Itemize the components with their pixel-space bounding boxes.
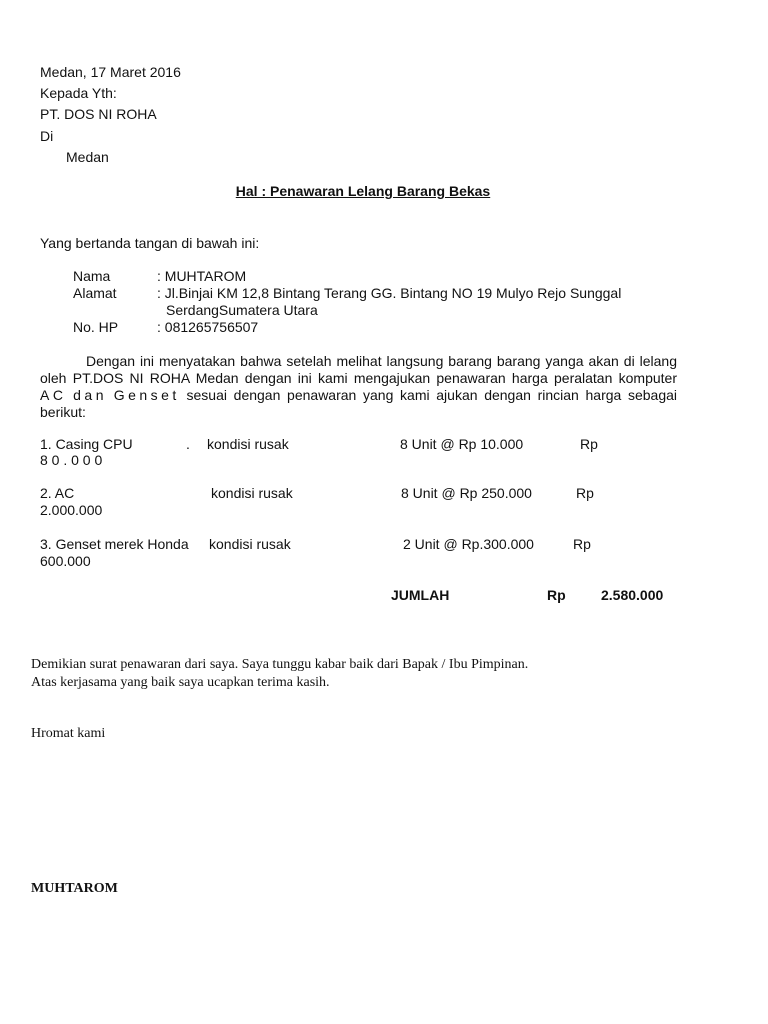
identity-value-phone: : 081265756507 xyxy=(157,319,259,335)
closing-line-2: Atas kerjasama yang baik saya ucapkan terima kasih. xyxy=(31,675,330,690)
item-name: 1. Casing CPU xyxy=(40,436,133,452)
item-total: 8 0 . 0 0 0 xyxy=(40,452,103,468)
closing-line-1: Demikian surat penawaran dari saya. Saya tunggu kabar baik dari Bapak / Ibu Pimpinan. xyxy=(31,657,529,672)
body-text-dan: dan xyxy=(73,387,107,403)
recipient-di: Di xyxy=(40,128,54,144)
total-amount: 2.580.000 xyxy=(601,587,664,603)
item-condition: kondisi rusak xyxy=(209,536,291,552)
item-qty-price: 8 Unit @ Rp 10.000 xyxy=(400,436,524,452)
item-dot: . xyxy=(186,436,190,452)
intro-line: Yang bertanda tangan di bawah ini: xyxy=(40,235,260,251)
identity-label-address: Alamat xyxy=(73,285,117,301)
item-currency: Rp xyxy=(576,485,594,501)
body-text-genset: Genset xyxy=(113,387,180,403)
item-condition: kondisi rusak xyxy=(207,436,289,452)
body-text-part2: sesuai dengan penawaran yang kami ajukan dengan rincian harga sebagai berikut: xyxy=(40,387,678,420)
identity-value-name: : MUHTAROM xyxy=(157,268,247,284)
identity-label-name: Nama xyxy=(73,268,111,284)
item-name: 3. Genset merek Honda xyxy=(40,536,189,552)
item-condition: kondisi rusak xyxy=(211,485,293,501)
item-currency: Rp xyxy=(580,436,598,452)
identity-value-address: : Jl.Binjai KM 12,8 Bintang Terang GG. Bintang NO 19 Mulyo Rejo Sunggal xyxy=(157,285,622,301)
item-currency: Rp xyxy=(573,536,591,552)
item-qty-price: 2 Unit @ Rp.300.000 xyxy=(403,536,534,552)
body-text-ac: AC xyxy=(40,387,67,403)
closing-regards: Hromat kami xyxy=(31,726,106,741)
identity-label-phone: No. HP xyxy=(73,319,119,335)
item-total: 600.000 xyxy=(40,553,91,569)
recipient-company: PT. DOS NI ROHA xyxy=(40,106,157,122)
item-name: 2. AC xyxy=(40,485,75,501)
letter-subject: Hal : Penawaran Lelang Barang Bekas xyxy=(235,183,491,199)
total-currency: Rp xyxy=(547,587,566,603)
recipient-city: Medan xyxy=(66,149,109,165)
date-line: Medan, 17 Maret 2016 xyxy=(40,64,181,80)
identity-value-address-cont: SerdangSumatera Utara xyxy=(166,302,318,318)
item-qty-price: 8 Unit @ Rp 250.000 xyxy=(401,485,532,501)
body-text-part1: Dengan ini menyatakan bahwa setelah melihat langsung barang barang yanga akan di lelang oleh PT.DOS NI ROHA Medan dengan ini kami mengajukan penawaran harga peralatan komputer xyxy=(40,353,677,386)
item-total: 2.000.000 xyxy=(40,502,103,518)
body-paragraph xyxy=(40,353,677,421)
recipient-greeting: Kepada Yth: xyxy=(40,85,117,101)
signature-name: MUHTAROM xyxy=(31,881,118,896)
total-label: JUMLAH xyxy=(391,587,450,603)
